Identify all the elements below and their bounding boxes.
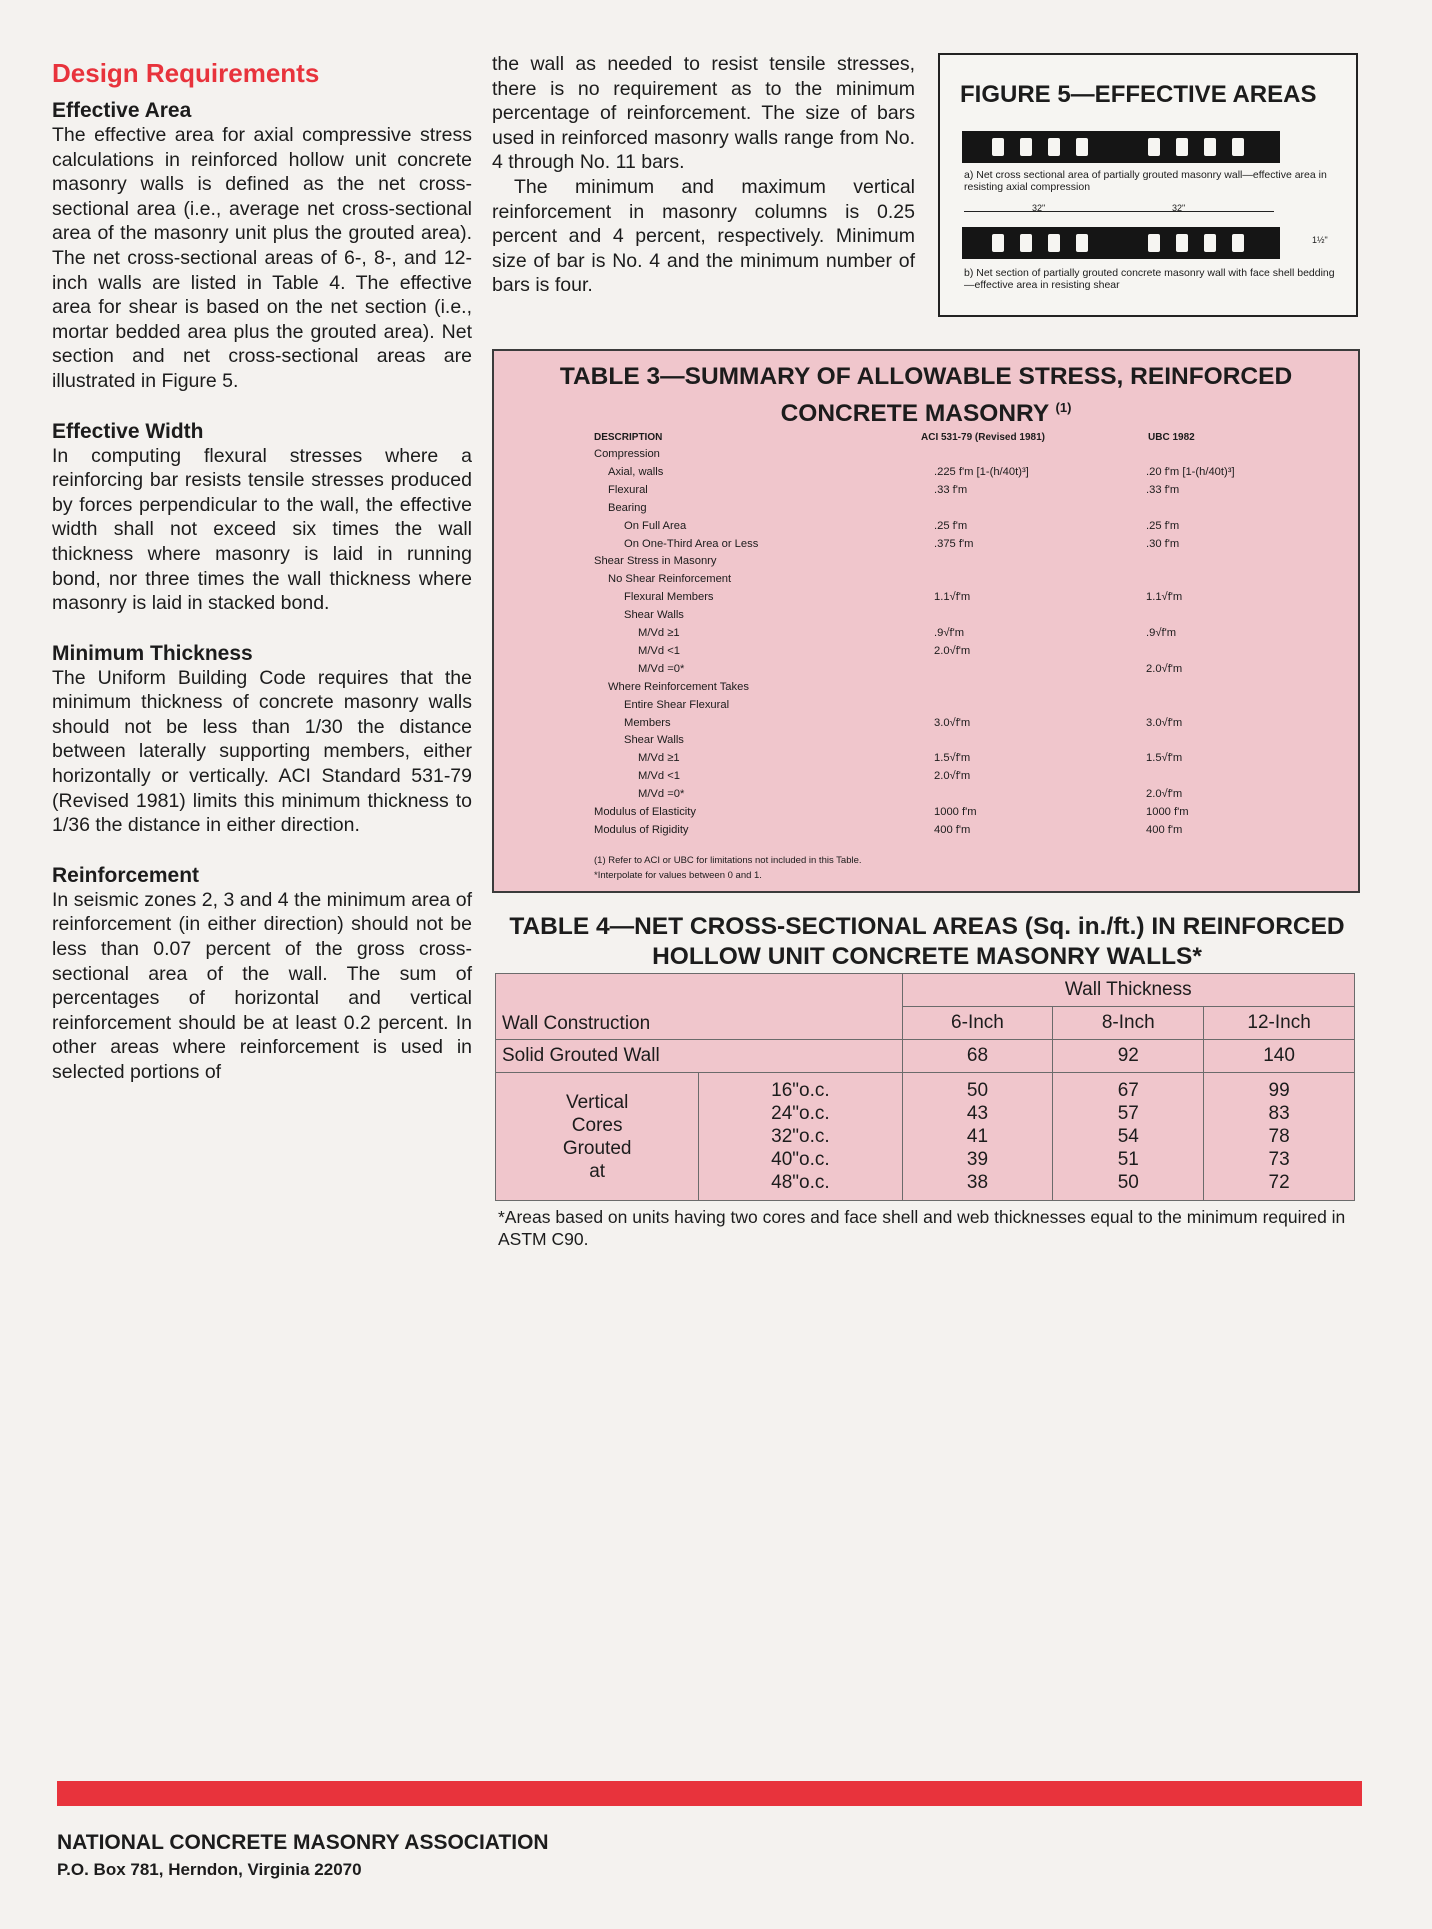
heading-effective-width: Effective Width [52,419,204,443]
table-3-note-2: *Interpolate for values between 0 and 1. [594,870,762,881]
table-4-vertical-label [496,1073,699,1201]
table-4-title-line2: HOLLOW UNIT CONCRETE MASONRY WALLS* [652,943,1202,970]
wall-section-a-diagram [962,131,1280,163]
table-3-row-label: Shear Walls [624,734,684,747]
table-4-spacing: 40"o.c. [771,1149,830,1170]
table-4 [495,973,1355,1201]
table-3-aci-value: 1000 f'm [934,806,977,818]
table-3-ubc-value: .20 f'm [1-(h/40t)³] [1146,465,1235,478]
table-3-ubc-value: .33 f'm [1146,483,1180,496]
table-3-title [494,361,1358,429]
table-3-ubc-value: .9√f'm [1146,627,1177,639]
table-4-title [492,912,1362,972]
table-4-spacing: 32"o.c. [771,1126,830,1147]
table-4-cell: 39 [966,1149,989,1170]
section-title: Design Requirements [52,58,320,88]
heading-effective-area: Effective Area [52,99,192,122]
dimension-label-2: 32" [1172,203,1186,213]
reinforcement-text: In seismic zones 2, 3 and 4 the minimum area of reinforcement (in either direction) should not be less than 0.07 percent of the gross cross-sectional area of the wall. The sum of percentages of horizontal and vertical reinforcement should be at least 0.2 percent. In other areas where reinforcement is used in selected portions of [52,888,472,1083]
table-3-title-line1: TABLE 3—SUMMARY OF ALLOWABLE STRESS, REINFORCED [559,363,1293,390]
table-3-row-label: Members [624,716,671,729]
table-4-vertical-label-line: at [589,1160,606,1182]
figure-caption-b: b) Net section of partially grouted concrete masonry wall with face shell bedding—effective area in resisting shear [964,267,1335,291]
table-3-aci-value: .225 f'm [1-(h/40t)³] [934,465,1029,478]
table-3-row-label: Flexural [608,483,648,496]
table-4-cell: 83 [1268,1103,1290,1124]
association-address: P.O. Box 781, Herndon, Virginia 22070 [57,1860,362,1879]
table-4-cell: 140 [1204,1040,1355,1073]
table-3-ubc-value: 1.5√f'm [1146,752,1183,765]
table-4-cell: 50 [966,1080,989,1101]
table-4-cell: 73 [1268,1149,1290,1170]
table-3-ubc-value: 3.0√f'm [1146,716,1183,729]
effective-area-text: The effective area for axial compressive stress calculations in reinforced hollow unit concrete masonry walls is defined as the net cross-sectional area (i.e., average net cross-sectional area of the masonry unit plus the grouted area). The net cross-sectional areas of 6-, 8-, and 12-inch walls are listed in Table 4. The effective area for shear is based on the net section (i.e., mortar bedded area plus the grouted area). Net section and net cross-sectional areas are illustrated in Figure 5. [52,124,472,392]
figure-5 [938,53,1358,317]
table-4-cell: 51 [1117,1149,1139,1170]
table-4-cell: 92 [1053,1040,1204,1073]
table-3-aci-value: 2.0√f'm [934,644,971,657]
table-3-row-label: Axial, walls [608,465,664,478]
table-3-row-label: Shear Walls [624,609,684,622]
table-3-row-label: Modulus of Rigidity [594,823,689,836]
table-3-aci-value: 2.0√f'm [934,770,971,783]
table-4-col-12: 12-Inch [1204,1007,1355,1040]
table-3-ubc-value: 1000 f'm [1146,806,1189,818]
table-4-spacings [699,1073,902,1201]
table-4-cell: 67 [1117,1080,1139,1101]
table-3-row-label: M/Vd ≥1 [638,627,680,639]
middle-paragraph-1: the wall as needed to resist tensile stresses, there is no requirement as to the minimum percentage of reinforcement. The size of bars used in reinforced masonry walls range from No. 4 through No. 11 bars. [492,53,915,174]
table-3-aci-value: 400 f'm [934,823,971,836]
table-3-note-1: (1) Refer to ACI or UBC for limitations not included in this Table. [594,855,862,866]
table-4-spacing: 16"o.c. [771,1080,830,1101]
table-4-vertical-label-line: Vertical [565,1091,629,1113]
table-3-aci-value: 3.0√f'm [934,716,971,729]
table-3-ubc-value: 400 f'm [1146,823,1183,836]
table-4-values-12 [1204,1073,1355,1201]
middle-column [492,52,915,298]
table-4-solid-label: Solid Grouted Wall [496,1040,903,1073]
table-4-cell: 38 [966,1172,989,1193]
figure-5-title: FIGURE 5—EFFECTIVE AREAS [960,81,1317,108]
table-4-cell: 50 [1117,1172,1139,1193]
heading-minimum-thickness: Minimum Thickness [52,641,253,665]
table-3-col-ubc: UBC 1982 [1148,432,1195,443]
heading-reinforcement: Reinforcement [52,863,200,887]
table-3-ubc-value: 1.1√f'm [1146,591,1183,604]
table-3-row-label: M/Vd ≥1 [638,752,680,765]
table-4-cell: 78 [1268,1126,1290,1147]
dimension-line [964,211,1274,212]
table-3-col-aci: ACI 531-79 (Revised 1981) [921,432,1045,443]
table-3-ubc-value: 2.0√f'm [1146,788,1183,801]
effective-width-text: In computing flexural stresses where a reinforcing bar resists tensile stresses produced by forces perpendicular to the wall, the effective width shall not exceed six times the wall thickness where masonry is laid in running bond, nor three times the wall thickness where masonry is laid in stacked bond. [52,444,472,615]
table-4-vertical-label-line: Cores [571,1114,623,1136]
table-3-row-label: No Shear Reinforcement [608,573,732,586]
table-3-aci-value: 1.5√f'm [934,752,971,765]
association-name: NATIONAL CONCRETE MASONRY ASSOCIATION [57,1831,549,1854]
table-4-cell: 99 [1268,1080,1290,1101]
table-3-col-description: DESCRIPTION [594,432,663,443]
table-3-ubc-value: 2.0√f'm [1146,662,1183,675]
table-4-cell: 68 [902,1040,1053,1073]
wall-section-b-diagram [962,227,1280,259]
dimension-label-1: 32" [1032,203,1046,213]
table-4-spacing: 48"o.c. [771,1172,830,1193]
table-3-aci-value: .33 f'm [934,483,968,496]
table-3-row-label: M/Vd <1 [638,770,680,783]
table-3-row-label: On One-Third Area or Less [624,537,759,550]
table-3-row-label: M/Vd <1 [638,644,680,657]
table-4-col-8: 8-Inch [1053,1007,1204,1040]
dimension-label-3: 1½" [1312,235,1328,245]
table-3-aci-value: .25 f'm [934,519,968,532]
table-4-wall-construction: Wall Construction [496,974,903,1040]
table-3-row-label: On Full Area [624,519,687,532]
table-3-row-label: Shear Stress in Masonry [594,555,717,568]
table-3-aci-value: .375 f'm [934,537,974,550]
table-4-cell: 41 [966,1126,989,1147]
table-3-aci-value: 1.1√f'm [934,591,971,604]
table-3-ubc-value: .25 f'm [1146,519,1180,532]
table-4-cell: 54 [1117,1126,1139,1147]
table-3-row-label: Where Reinforcement Takes [608,680,749,693]
figure-caption-a: a) Net cross sectional area of partially grouted masonry wall—effective area in resisting axial compression [964,169,1327,193]
table-4-footnote: *Areas based on units having two cores and face shell and web thicknesses equal to the minimum required in ASTM C90. [498,1207,1346,1249]
table-3-row-label: Bearing [608,501,647,514]
table-3-row-label: Entire Shear Flexural [624,698,730,711]
table-4-cell: 43 [966,1103,989,1124]
minimum-thickness-text: The Uniform Building Code requires that the minimum thickness of concrete masonry walls should not be less than 1/30 the distance between laterally supporting members, either horizontally or vertically. ACI Standard 531-79 (Revised 1981) limits this minimum thickness to 1/36 the distance in either direction. [52,666,472,837]
table-3-aci-value: .9√f'm [934,627,965,639]
table-3-title-note: (1) [1055,400,1072,415]
table-3-row-label: Compression [594,448,660,460]
table-4-cell: 72 [1268,1172,1290,1193]
table-4-vertical-label-line: Grouted [562,1137,632,1159]
table-4-title-line1: TABLE 4—NET CROSS-SECTIONAL AREAS (Sq. in./ft.) IN REINFORCED [509,913,1345,940]
table-3-ubc-value: .30 f'm [1146,537,1180,550]
table-3-row-label: M/Vd =0* [638,788,685,801]
table-3-row-label: Modulus of Elasticity [594,806,696,818]
table-3-row-label: M/Vd =0* [638,662,685,675]
table-4-cell: 57 [1117,1103,1139,1124]
table-4-values-8 [1053,1073,1204,1201]
table-4-spacing: 24"o.c. [771,1103,830,1124]
table-4-wall-thickness: Wall Thickness [902,974,1354,1007]
table-3-title-line2: CONCRETE MASONRY [780,400,1049,428]
footer-red-bar [57,1781,1362,1806]
table-4-values-6 [902,1073,1053,1201]
middle-paragraph-2: The minimum and maximum vertical reinforcement in masonry columns is 0.25 percent and 4 percent, respectively. Minimum size of bar is No. 4 and the minimum number of bars is four. [492,175,915,297]
table-3 [492,349,1360,893]
table-4-col-6: 6-Inch [902,1007,1053,1040]
left-column [52,52,472,1085]
table-3-row-label: Flexural Members [624,591,714,604]
